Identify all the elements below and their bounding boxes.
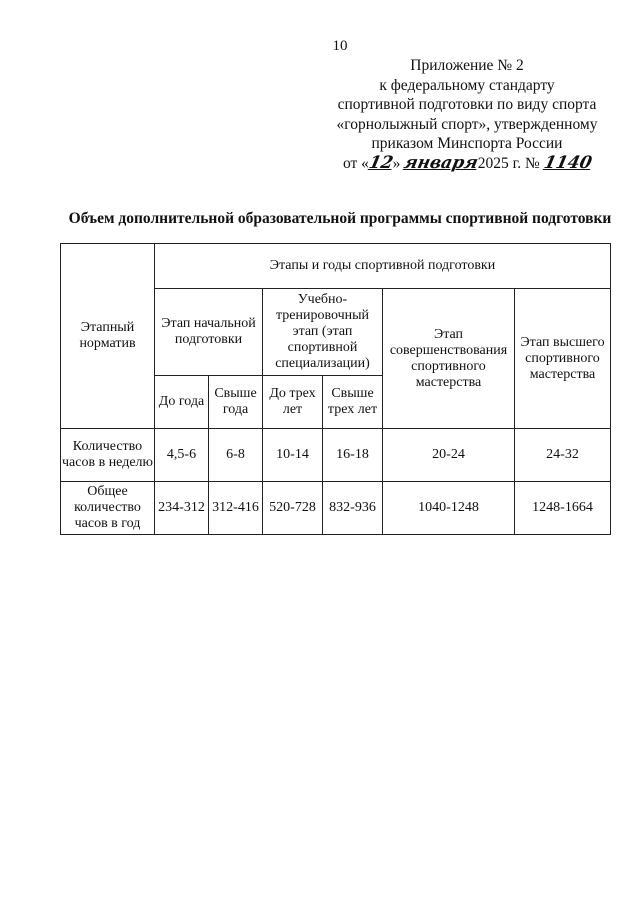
row-header-cell: Этапный норматив <box>61 244 155 429</box>
handwritten-month: января <box>402 152 481 173</box>
page-number: 10 <box>332 38 348 54</box>
appendix-line-2: к федеральному стандарту <box>379 76 555 94</box>
date-prefix: от « <box>342 154 369 172</box>
table-row <box>61 429 611 482</box>
stage-training-cell: Учебно-тренировочный этап (этап спортивной специализации) <box>263 289 383 376</box>
table-cell: 6-8 <box>209 429 263 482</box>
sub-header-cell: До трех лет <box>263 376 323 429</box>
table-cell: 20-24 <box>383 429 515 482</box>
row-label-cell: Общее количество часов в год <box>61 482 155 535</box>
table-cell: 234-312 <box>155 482 209 535</box>
table-row <box>61 482 611 535</box>
table-cell: 312-416 <box>209 482 263 535</box>
table-cell: 4,5-6 <box>155 429 209 482</box>
sub-header-cell: До года <box>155 376 209 429</box>
table-cell: 16-18 <box>323 429 383 482</box>
document-title: Объем дополнительной образовательной программы спортивной подготовки <box>68 210 612 227</box>
appendix-line-1: Приложение № 2 <box>410 57 524 74</box>
table-cell: 1040-1248 <box>383 482 515 535</box>
table-cell: 10-14 <box>263 429 323 482</box>
appendix-line-5: приказом Минспорта России <box>371 135 563 152</box>
handwritten-day: 12 <box>366 152 395 173</box>
appendix-line-4: «горнолыжный спорт», утвержденному <box>336 115 598 133</box>
table-cell: 1248-1664 <box>515 482 611 535</box>
program-volume-table <box>60 243 611 535</box>
table-cell: 832-936 <box>323 482 383 535</box>
table-header-row <box>61 244 611 289</box>
appendix-line-3: спортивной подготовки по виду спорта <box>337 96 597 113</box>
stage-higher-cell: Этап высшего спортивного мастерства <box>515 289 611 429</box>
sub-header-cell: Свыше года <box>209 376 263 429</box>
appendix-header <box>312 56 622 173</box>
year-text: 2025 г. № <box>477 154 540 172</box>
group-header-cell: Этапы и годы спортивной подготовки <box>155 244 611 289</box>
table-cell: 24-32 <box>515 429 611 482</box>
stage-improvement-cell: Этап совершенствования спортивного мастерства <box>383 289 515 429</box>
date-mid: » <box>392 154 405 172</box>
sub-header-cell: Свыше трех лет <box>323 376 383 429</box>
row-label-cell: Количество часов в неделю <box>61 429 155 482</box>
order-date-line <box>312 154 622 174</box>
handwritten-order-number: 1140 <box>541 152 594 173</box>
table-cell: 520-728 <box>263 482 323 535</box>
stage-initial-cell: Этап начальной подготовки <box>155 289 263 376</box>
